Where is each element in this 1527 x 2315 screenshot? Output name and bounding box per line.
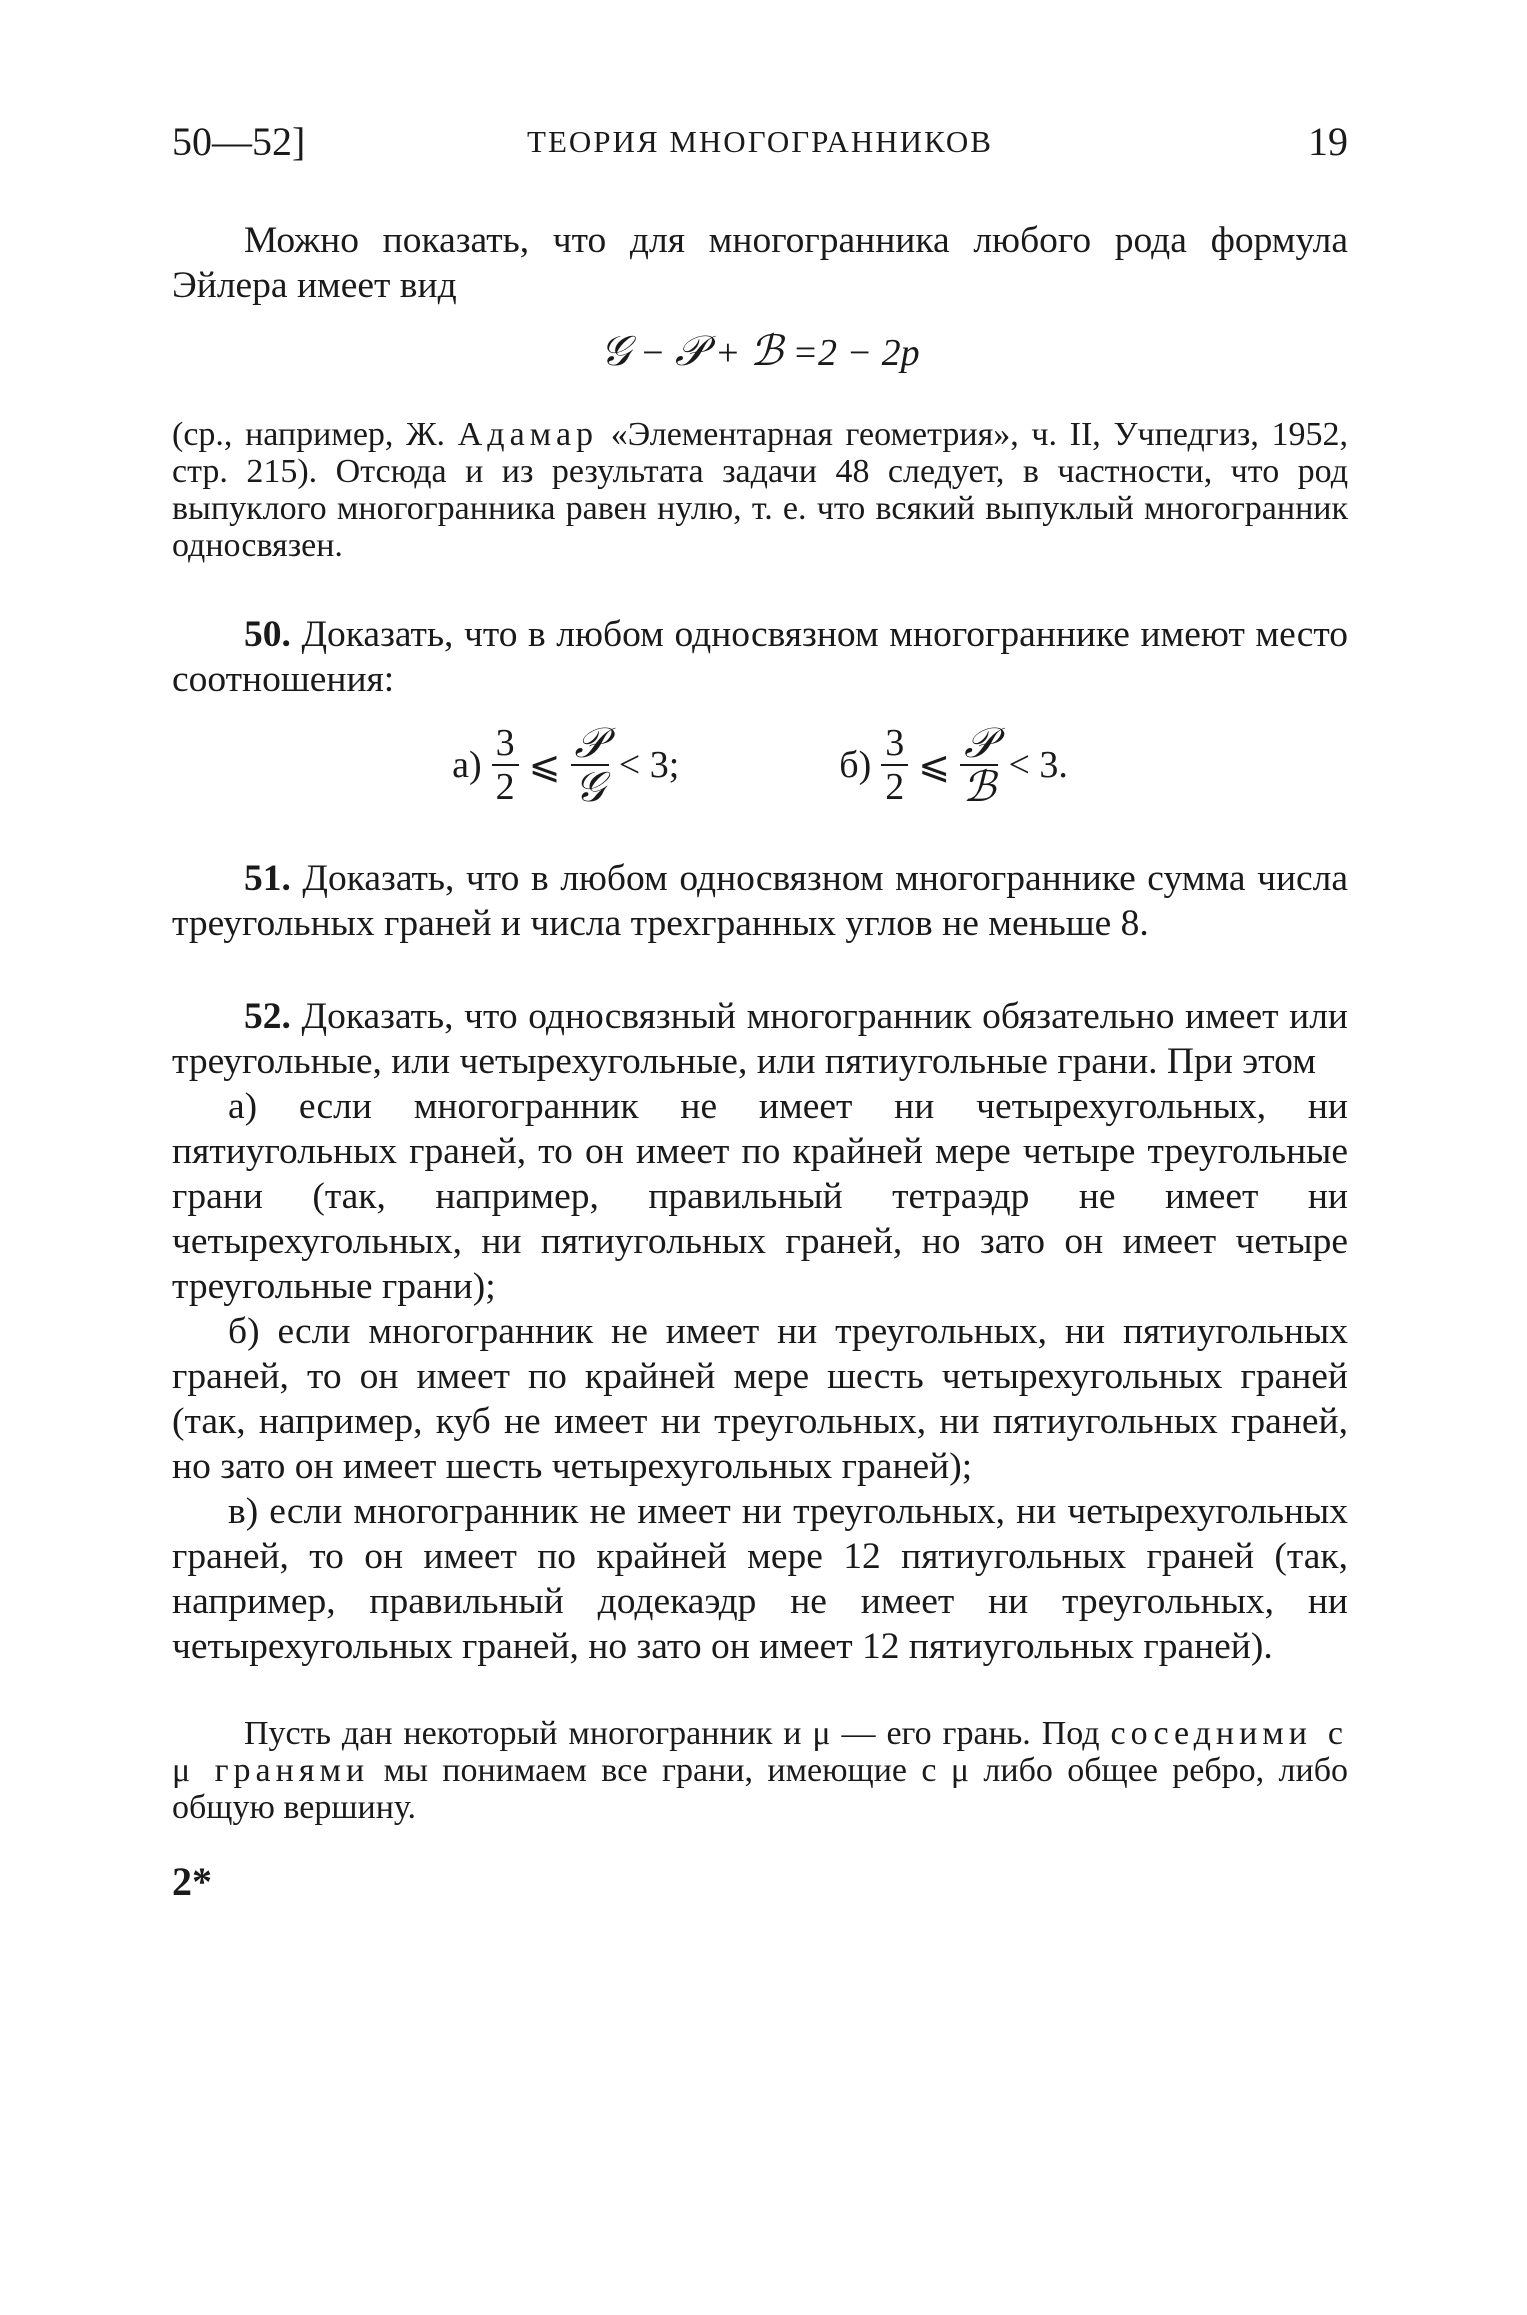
problem-50-text: Доказать, что в любом односвязном многограннике имеют место соотношения: xyxy=(172,614,1348,700)
frac-numerator: 3 xyxy=(881,722,908,766)
problem-50-inequalities xyxy=(172,718,1348,811)
ineq-a-le: ⩽ xyxy=(528,744,561,787)
formula-plus: + xyxy=(714,332,741,374)
footnote-part2: мы понимаем все грани, имеющие с μ либо общее ребро, либо общую вершину. xyxy=(172,1752,1349,1826)
page-number: 19 xyxy=(1308,119,1348,164)
problem-52-number: 52. xyxy=(244,996,291,1037)
ineq-b-frac1 xyxy=(881,722,908,808)
problem-52-text: Доказать, что односвязный многогранник обязательно имеет или треугольные, или четырехугольные, или пятиугольные грани. При этом xyxy=(172,996,1348,1082)
signature-mark: 2* xyxy=(172,1859,212,1904)
problem-51-text: Доказать, что в любом односвязном многограннике сумма числа треугольных граней и числа трехгранных углов не меньше 8. xyxy=(172,858,1349,944)
formula-g: 𝒢 xyxy=(600,326,631,375)
ref-part2: «Элементарная геометрия», ч. II, Учпедгиз, 1952, стр. 215). Отсюда и из результата задачи 48 следует, в частности, что род выпуклого многогранника равен нулю, т. е. что всякий выпуклый многогранник односвязен. xyxy=(172,416,1349,564)
formula-v: ℬ xyxy=(749,326,783,375)
inequality-a xyxy=(452,718,680,811)
reference-paragraph xyxy=(172,416,1348,564)
footnote-paragraph xyxy=(172,1715,1348,1826)
ineq-b-tail: < 3. xyxy=(1008,744,1068,786)
ineq-b-frac2 xyxy=(960,718,998,811)
ineq-a-tail: < 3; xyxy=(618,744,680,786)
section-range: 50—52] xyxy=(172,119,306,164)
problem-52-a: а) если многогранник не имеет ни четырехугольных, ни пятиугольных граней, то он имеет по крайней мере четыре треугольные грани (так, например, правильный тетраэдр не имеет ни четырехугольных, ни пятиугольных граней, но зато он имеет четыре треугольные грани); xyxy=(172,1086,1348,1307)
frac-denominator: 2 xyxy=(885,766,905,808)
problem-51 xyxy=(172,856,1348,946)
ineq-b-label: б) xyxy=(839,744,872,786)
ineq-b-le: ⩽ xyxy=(918,744,951,787)
running-title: ТЕОРИЯ МНОГОГРАННИКОВ xyxy=(527,124,993,159)
inequality-b xyxy=(839,718,1068,811)
euler-formula xyxy=(172,326,1348,376)
ref-author: Адамар xyxy=(457,416,599,453)
ref-part1: (ср., например, Ж. xyxy=(172,416,446,453)
formula-r: 𝒫 xyxy=(674,326,706,375)
ineq-a-label: а) xyxy=(452,744,482,786)
ineq-a-frac2 xyxy=(571,718,609,811)
footnote-term: соседними с μ гранями xyxy=(172,1715,1349,1789)
page xyxy=(172,118,1348,1905)
intro-text: Можно показать, что для многогранника любого рода формула Эйлера имеет вид xyxy=(172,220,1348,306)
ineq-a-frac1 xyxy=(492,722,519,808)
frac-denominator: 𝒢 xyxy=(574,762,605,811)
problem-52-b: б) если многогранник не имеет ни треугольных, ни пятиугольных граней, то он имеет по крайней мере шесть четырехугольных граней (так, например, куб не имеет ни треугольных, ни пятиугольных граней, но зато он имеет шесть четырехугольных граней); xyxy=(172,1311,1348,1487)
frac-numerator: 𝒫 xyxy=(960,722,998,766)
frac-numerator: 𝒫 xyxy=(571,722,609,766)
frac-numerator: 3 xyxy=(492,722,519,766)
formula-rhs: =2 − 2p xyxy=(792,332,920,374)
problem-52-c: в) если многогранник не имеет ни треугольных, ни четырехугольных граней, то он имеет по крайней мере 12 пятиугольных граней (так, например, правильный додекаэдр не имеет ни треугольных, ни четырехугольных граней, но зато он имеет 12 пятиугольных граней). xyxy=(172,1491,1348,1667)
problem-50-number: 50. xyxy=(244,614,291,655)
problem-52 xyxy=(172,994,1348,1084)
running-head xyxy=(172,118,1348,178)
problem-50 xyxy=(172,612,1348,702)
frac-denominator: ℬ xyxy=(962,762,996,811)
formula-minus: − xyxy=(639,332,666,374)
problem-51-number: 51. xyxy=(244,858,291,899)
frac-denominator: 2 xyxy=(495,766,515,808)
footnote-part1: Пусть дан некоторый многогранник и μ — его грань. Под xyxy=(244,1715,1100,1752)
